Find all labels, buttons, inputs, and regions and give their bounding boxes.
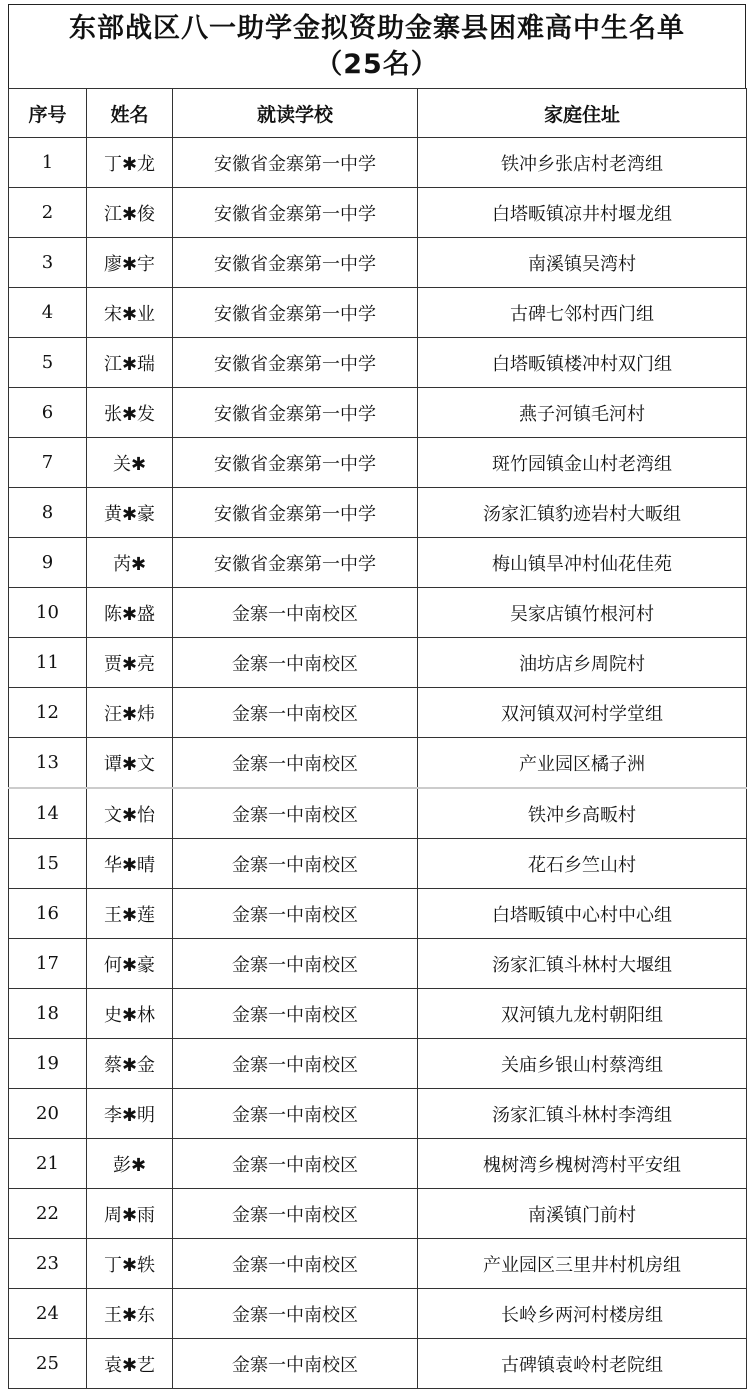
table-row (9, 1189, 747, 1239)
cell-home-address: 古碑七邻村西门组 (418, 288, 747, 338)
table-row (9, 638, 747, 688)
table-row (9, 1139, 747, 1189)
cell-serial-number: 22 (9, 1189, 87, 1239)
cell-serial-number: 23 (9, 1239, 87, 1289)
cell-home-address: 南溪镇门前村 (418, 1189, 747, 1239)
cell-home-address: 铁冲乡高畈村 (418, 788, 747, 839)
cell-home-address: 汤家汇镇斗林村大堰组 (418, 939, 747, 989)
cell-home-address: 关庙乡银山村蔡湾组 (418, 1039, 747, 1089)
cell-name: 史✱林 (87, 989, 173, 1039)
header-name: 姓名 (87, 89, 173, 138)
cell-school: 金寨一中南校区 (173, 839, 418, 889)
cell-serial-number: 12 (9, 688, 87, 738)
cell-home-address: 花石乡竺山村 (418, 839, 747, 889)
cell-serial-number: 9 (9, 538, 87, 588)
cell-school: 安徽省金寨第一中学 (173, 338, 418, 388)
cell-name: 张✱发 (87, 388, 173, 438)
cell-school: 金寨一中南校区 (173, 889, 418, 939)
cell-serial-number: 3 (9, 238, 87, 288)
table-row (9, 338, 747, 388)
cell-home-address: 燕子河镇毛河村 (418, 388, 747, 438)
cell-name: 廖✱宇 (87, 238, 173, 288)
cell-school: 安徽省金寨第一中学 (173, 488, 418, 538)
cell-serial-number: 8 (9, 488, 87, 538)
cell-school: 金寨一中南校区 (173, 688, 418, 738)
cell-school: 金寨一中南校区 (173, 588, 418, 638)
table-row (9, 188, 747, 238)
cell-home-address: 产业园区三里井村机房组 (418, 1239, 747, 1289)
cell-name: 关✱ (87, 438, 173, 488)
cell-home-address: 油坊店乡周院村 (418, 638, 747, 688)
cell-serial-number: 6 (9, 388, 87, 438)
cell-serial-number: 1 (9, 138, 87, 188)
cell-home-address: 古碑镇袁岭村老院组 (418, 1339, 747, 1389)
cell-school: 安徽省金寨第一中学 (173, 188, 418, 238)
cell-school: 金寨一中南校区 (173, 738, 418, 789)
table-row (9, 1239, 747, 1289)
cell-school: 金寨一中南校区 (173, 1289, 418, 1339)
cell-serial-number: 7 (9, 438, 87, 488)
cell-serial-number: 15 (9, 839, 87, 889)
cell-serial-number: 14 (9, 788, 87, 839)
cell-home-address: 双河镇九龙村朝阳组 (418, 989, 747, 1039)
cell-school: 金寨一中南校区 (173, 1089, 418, 1139)
table-row (9, 288, 747, 338)
page-subtitle-count: （25名） (315, 48, 439, 80)
table-row (9, 939, 747, 989)
cell-name: 袁✱艺 (87, 1339, 173, 1389)
table-row (9, 1339, 747, 1389)
cell-name: 蔡✱金 (87, 1039, 173, 1089)
page-title: 东部战区八一助学金拟资助金寨县困难高中生名单 (69, 12, 685, 44)
table-row (9, 238, 747, 288)
cell-school: 金寨一中南校区 (173, 1189, 418, 1239)
cell-name: 丁✱轶 (87, 1239, 173, 1289)
table-row (9, 588, 747, 638)
cell-name: 汪✱炜 (87, 688, 173, 738)
cell-home-address: 双河镇双河村学堂组 (418, 688, 747, 738)
cell-serial-number: 5 (9, 338, 87, 388)
table-row (9, 1289, 747, 1339)
cell-serial-number: 20 (9, 1089, 87, 1139)
cell-school: 金寨一中南校区 (173, 939, 418, 989)
cell-school: 安徽省金寨第一中学 (173, 238, 418, 288)
table-header-row (9, 89, 747, 138)
cell-serial-number: 25 (9, 1339, 87, 1389)
table-row (9, 1039, 747, 1089)
cell-name: 王✱东 (87, 1289, 173, 1339)
header-serial-number: 序号 (9, 89, 87, 138)
cell-serial-number: 21 (9, 1139, 87, 1189)
cell-name: 华✱晴 (87, 839, 173, 889)
cell-name: 周✱雨 (87, 1189, 173, 1239)
cell-name: 江✱瑞 (87, 338, 173, 388)
table-row (9, 989, 747, 1039)
cell-home-address: 白塔畈镇中心村中心组 (418, 889, 747, 939)
cell-serial-number: 4 (9, 288, 87, 338)
cell-name: 江✱俊 (87, 188, 173, 238)
cell-school: 安徽省金寨第一中学 (173, 438, 418, 488)
header-home-address: 家庭住址 (418, 89, 747, 138)
table-row (9, 839, 747, 889)
cell-home-address: 梅山镇旱冲村仙花佳苑 (418, 538, 747, 588)
cell-serial-number: 17 (9, 939, 87, 989)
cell-serial-number: 11 (9, 638, 87, 688)
cell-school: 金寨一中南校区 (173, 1039, 418, 1089)
cell-school: 金寨一中南校区 (173, 1139, 418, 1189)
cell-home-address: 槐树湾乡槐树湾村平安组 (418, 1139, 747, 1189)
cell-home-address: 汤家汇镇豹迹岩村大畈组 (418, 488, 747, 538)
cell-serial-number: 18 (9, 989, 87, 1039)
cell-school: 安徽省金寨第一中学 (173, 288, 418, 338)
table-row (9, 138, 747, 188)
cell-home-address: 产业园区橘子洲 (418, 738, 747, 789)
cell-name: 芮✱ (87, 538, 173, 588)
table-row (9, 788, 747, 839)
cell-serial-number: 19 (9, 1039, 87, 1089)
cell-school: 金寨一中南校区 (173, 989, 418, 1039)
table-row (9, 488, 747, 538)
cell-school: 金寨一中南校区 (173, 788, 418, 839)
header-school: 就读学校 (173, 89, 418, 138)
table-row (9, 889, 747, 939)
cell-school: 金寨一中南校区 (173, 1239, 418, 1289)
cell-school: 金寨一中南校区 (173, 1339, 418, 1389)
cell-name: 黄✱豪 (87, 488, 173, 538)
cell-name: 丁✱龙 (87, 138, 173, 188)
cell-home-address: 吴家店镇竹根河村 (418, 588, 747, 638)
cell-name: 李✱明 (87, 1089, 173, 1139)
cell-name: 彭✱ (87, 1139, 173, 1189)
cell-home-address: 汤家汇镇斗林村李湾组 (418, 1089, 747, 1139)
table-row (9, 388, 747, 438)
cell-home-address: 铁冲乡张店村老湾组 (418, 138, 747, 188)
recipient-table (8, 88, 747, 1389)
table-row (9, 1089, 747, 1139)
table-row (9, 738, 747, 789)
title-block (8, 4, 746, 88)
cell-serial-number: 10 (9, 588, 87, 638)
document-sheet (8, 4, 746, 1389)
cell-name: 王✱莲 (87, 889, 173, 939)
cell-serial-number: 16 (9, 889, 87, 939)
table-body (9, 138, 747, 1389)
cell-school: 金寨一中南校区 (173, 638, 418, 688)
cell-home-address: 南溪镇吴湾村 (418, 238, 747, 288)
cell-serial-number: 13 (9, 738, 87, 789)
cell-serial-number: 24 (9, 1289, 87, 1339)
cell-school: 安徽省金寨第一中学 (173, 388, 418, 438)
cell-home-address: 白塔畈镇凉井村堰龙组 (418, 188, 747, 238)
table-row (9, 688, 747, 738)
cell-name: 陈✱盛 (87, 588, 173, 638)
cell-name: 文✱怡 (87, 788, 173, 839)
cell-name: 何✱豪 (87, 939, 173, 989)
cell-serial-number: 2 (9, 188, 87, 238)
cell-home-address: 长岭乡两河村楼房组 (418, 1289, 747, 1339)
cell-school: 安徽省金寨第一中学 (173, 138, 418, 188)
cell-name: 谭✱文 (87, 738, 173, 789)
cell-home-address: 斑竹园镇金山村老湾组 (418, 438, 747, 488)
cell-home-address: 白塔畈镇楼冲村双门组 (418, 338, 747, 388)
table-row (9, 438, 747, 488)
table-row (9, 538, 747, 588)
cell-school: 安徽省金寨第一中学 (173, 538, 418, 588)
cell-name: 贾✱亮 (87, 638, 173, 688)
cell-name: 宋✱业 (87, 288, 173, 338)
